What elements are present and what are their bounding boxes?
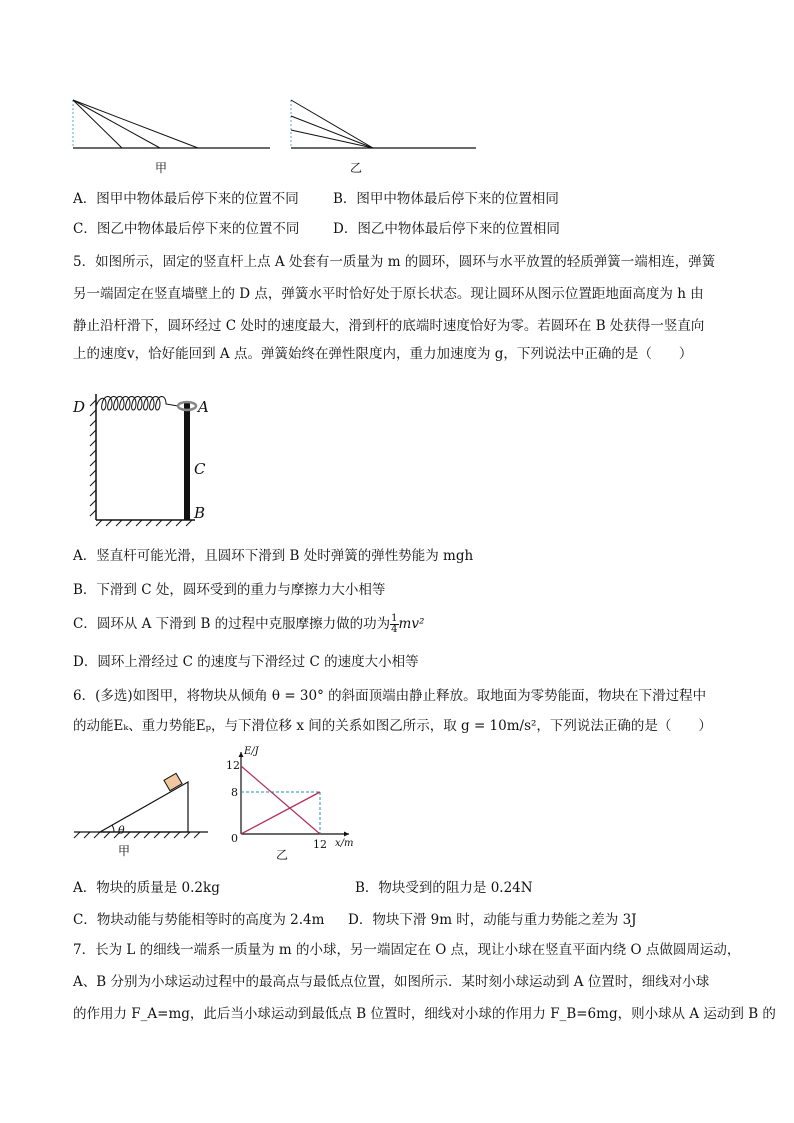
- q6-option-b: B．物块受到的阻力是 0.24N: [355, 880, 533, 896]
- q5-stem-line-3: 静止沿杆滑下，圆环经过 C 处时的速度最大，滑到杆的底端时速度恰好为零。若圆环在 B 处获得一竖直向: [73, 318, 705, 334]
- q5-label-d: D: [73, 398, 86, 416]
- q7-stem-line-2: A、B 分别为小球运动过程中的最高点与最低点位置，如图所示．某时刻小球运动到 A 位置时，细线对小球: [73, 974, 710, 990]
- q5-stem-line-2: 另一端固定在竖直墙壁上的 D 点，弹簧水平时恰好处于原长状态。现让圆环从图示位置距地面高度为 h 由: [73, 286, 704, 302]
- q6-label-theta: θ: [118, 824, 125, 837]
- q5-label-c: C: [194, 460, 206, 478]
- q6-figure-jia: [70, 770, 215, 840]
- q6-tick-8: 8: [231, 786, 238, 799]
- q5-option-b: B．下滑到 C 处，圆环受到的重力与摩擦力大小相等: [73, 582, 386, 598]
- q5-option-d: D．圆环上滑经过 C 的速度与下滑经过 C 的速度大小相等: [73, 654, 419, 670]
- q4-option-c: C．图乙中物体最后停下来的位置不同: [73, 221, 300, 237]
- q6-option-d: D．物块下滑 9m 时，动能与重力势能之差为 3J: [348, 912, 637, 928]
- q6-caption-jia: 甲: [118, 844, 131, 858]
- q5-stem-line-4: 上的速度v，恰好能回到 A 点。弹簧始终在弹性限度内，重力加速度为 g，下列说法中正确的是（ ）: [73, 346, 693, 362]
- q6-figure-yi: [225, 746, 355, 846]
- q7-stem-line-1: 7．长为 L 的细线一端系一质量为 m 的小球，另一端固定在 O 点，现让小球在竖直平面内绕 O 点做圆周运动，: [73, 942, 741, 958]
- q6-x-axis-label: x/m: [335, 838, 354, 849]
- q5-option-c-formula: mv²: [398, 616, 425, 632]
- q4-caption-yi: 乙: [350, 161, 363, 175]
- q6-option-c: C．物块动能与势能相等时的高度为 2.4m: [73, 912, 325, 928]
- q5-option-c: [73, 614, 424, 635]
- q6-stem-line-1: 6．(多选)如图甲，将物块从倾角 θ = 30° 的斜面顶端由静止释放。取地面为零势能面，物块在下滑过程中: [73, 688, 707, 704]
- q5-option-c-text: C．圆环从 A 下滑到 B 的过程中克服摩擦力做的功为: [73, 616, 391, 632]
- q6-tick-12: 12: [226, 759, 240, 772]
- q6-tick-x-12: 12: [313, 838, 327, 851]
- q5-option-c-fraction: $\frac{1}{4}$: [391, 613, 398, 635]
- q4-figure-jia: [70, 96, 275, 156]
- q5-option-a: A．竖直杆可能光滑，且圆环下滑到 B 处时弹簧的弹性势能为 mgh: [73, 548, 474, 564]
- q4-option-d: D．图乙中物体最后停下来的位置相同: [333, 221, 560, 237]
- q6-option-a: A．物块的质量是 0.2kg: [73, 880, 220, 896]
- q4-caption-jia: 甲: [155, 161, 168, 175]
- q6-y-axis-label: E/J: [244, 746, 259, 757]
- q5-stem-line-1: 5．如图所示，固定的竖直杆上点 A 处套有一质量为 m 的圆环，圆环与水平放置的轻质弹簧一端相连，弹簧: [73, 254, 716, 270]
- q4-figure-yi: [288, 96, 478, 156]
- q6-stem-line-2: 的动能Eₖ、重力势能Eₚ，与下滑位移 x 间的关系如图乙所示，取 g = 10m/s²，下列说法正确的是（ ）: [73, 718, 712, 734]
- q6-caption-yi: 乙: [276, 848, 289, 862]
- q5-label-b: B: [194, 504, 206, 522]
- q5-label-a: A: [198, 398, 209, 416]
- q7-stem-line-3: 的作用力 F_A=mg，此后当小球运动到最低点 B 位置时，细线对小球的作用力 F_B=6mg，则小球从 A 运动到 B 的: [73, 1006, 776, 1022]
- q6-tick-0: 0: [231, 832, 238, 845]
- q4-option-a: A．图甲中物体最后停下来的位置不同: [73, 191, 299, 207]
- q4-option-b: B．图甲中物体最后停下来的位置相同: [333, 191, 559, 207]
